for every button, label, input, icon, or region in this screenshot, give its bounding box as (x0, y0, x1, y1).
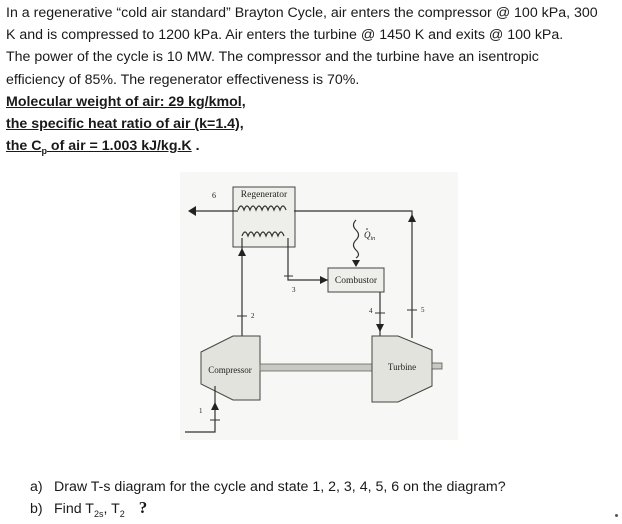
intro-line-1: In a regenerative “cold air standard” Brayton Cycle, air enters the compressor @ 100 kPa, 300 (6, 5, 598, 21)
question-b-mark: ? (138, 498, 148, 517)
question-b (30, 498, 147, 524)
question-b-label: b) (30, 501, 43, 517)
state-label-5: 5 (421, 306, 425, 314)
diagram-background (180, 172, 458, 440)
turbine-label: Turbine (387, 362, 417, 372)
question-b-prefix: Find T (54, 501, 94, 517)
power-output-shaft (432, 363, 442, 369)
intro-line-3: The power of the cycle is 10 MW. The compressor and the turbine have an isentropic (6, 49, 539, 66)
molecular-weight-line: Molecular weight of air: 29 kg/kmol, (6, 93, 246, 110)
question-a-label: a) (30, 479, 43, 495)
state-label-2: 2 (251, 312, 255, 320)
heat-input-label: $Q_{in}$ (364, 230, 376, 242)
compressor-label: Compressor (208, 365, 252, 375)
cp-subscript: p (41, 146, 47, 157)
state-label-3: 3 (292, 286, 296, 294)
combustor-label: Combustor (334, 276, 378, 286)
cp-prefix: the C (6, 138, 42, 155)
question-b-sub-2: 2 (119, 508, 125, 519)
state-label-4: 4 (369, 307, 373, 315)
cp-value: of air = 1.003 kJ/kg.K (46, 138, 192, 155)
cp-end: . (191, 138, 200, 155)
regenerator-label: Regenerator (240, 190, 288, 200)
heat-dot (366, 228, 368, 230)
state-label-6: 6 (212, 191, 216, 200)
intro-line-4: efficiency of 85%. The regenerator effectiveness is 70%. (6, 71, 360, 88)
state-label-1: 1 (199, 407, 203, 415)
heat-ratio-line: the specific heat ratio of air (k=1.4), (6, 116, 244, 133)
intro-line-2: K and is compressed to 1200 kPa. Air enters the turbine @ 1450 K and exits @ 100 kPa. (6, 27, 564, 44)
question-b-sub-2s: 2s (93, 508, 104, 519)
stray-dot (615, 514, 618, 517)
question-a-text: Draw T-s diagram for the cycle and state 1, 2, 3, 4, 5, 6 on the diagram? (54, 479, 506, 495)
shaft (260, 364, 372, 371)
question-a (30, 477, 506, 497)
question-b-sep: , T (103, 501, 120, 517)
